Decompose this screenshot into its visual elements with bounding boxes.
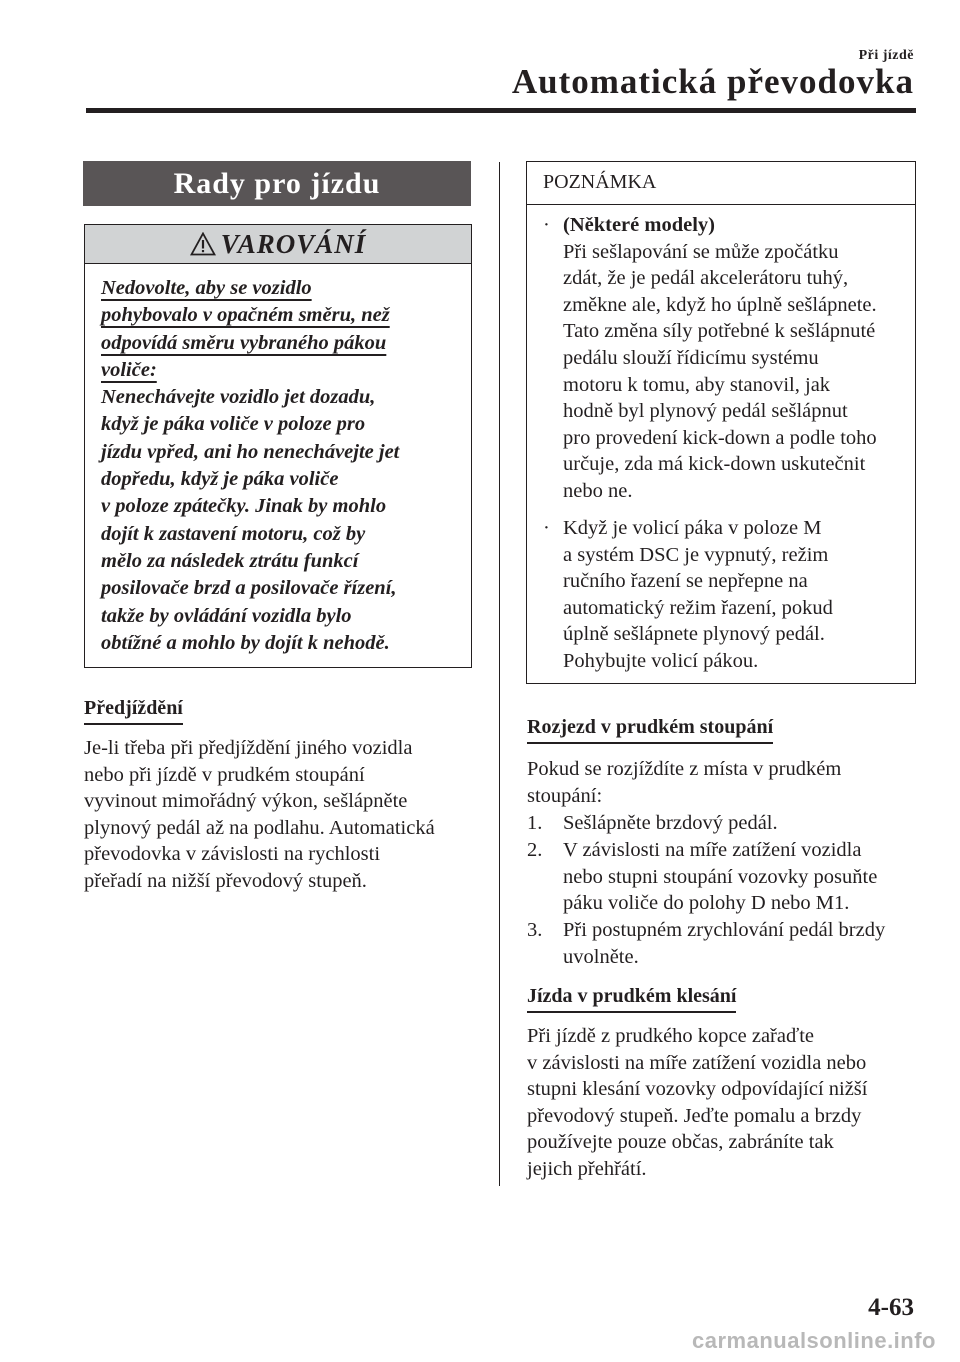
warning-triangle-icon: [190, 232, 216, 256]
warning-text: [101, 275, 461, 657]
warning-line: dopředu, když je páka voliče: [101, 468, 339, 491]
warning-line: odpovídá směru vybraného pákou: [101, 331, 387, 354]
downhill-section: [527, 985, 736, 1007]
downhill-paragraph: [527, 1023, 927, 1183]
text-line: stupni klesání vozovky odpovídající nižší: [527, 1078, 868, 1101]
watermark: carmanualsonline.info: [692, 1328, 936, 1353]
text-line: motoru k tomu, aby stanovil, jak: [563, 373, 831, 396]
text-line: nebo při jízdě v prudkém stoupání: [84, 763, 365, 786]
list-number: 1.: [527, 812, 543, 834]
text-line: určuje, zda má kick-down uskutečnit: [563, 453, 866, 476]
text-line: (Některé modely): [563, 214, 715, 236]
text-line: nebo stupni stoupání vozovky posuňte: [563, 865, 878, 888]
chapter-label: Při jízdě: [858, 48, 914, 63]
note-box: [526, 161, 916, 684]
bullet: ·: [543, 517, 550, 539]
text-line: převodový stupeň. Jeďte pomalu a brzdy: [527, 1104, 862, 1127]
warning-box: [84, 224, 472, 668]
note-item: [543, 212, 909, 505]
text-line: nebo ne.: [563, 479, 633, 502]
warning-line: voliče:: [101, 358, 157, 381]
text-line: úplně sešlápnete plynový pedál.: [563, 623, 825, 646]
warning-line: mělo za následek ztrátu funkcí: [101, 549, 359, 572]
warning-line: takže by ovládání vozidla bylo: [101, 604, 352, 627]
warning-line: dojít k zastavení motoru, což by: [101, 522, 366, 545]
text-line: jejich přehřátí.: [527, 1157, 647, 1180]
overtaking-paragraph: [84, 735, 484, 895]
text-line: hodně byl plynový pedál sešlápnut: [563, 400, 848, 423]
list-item: [527, 917, 927, 970]
list-item: [527, 810, 927, 837]
warning-line: obtížné a mohlo by dojít k nehodě.: [101, 631, 390, 654]
section-title: Rady pro jízdu: [83, 161, 471, 206]
text-line: pro provedení kick-down a podle toho: [563, 426, 877, 449]
text-line: Při postupném zrychlování pedál brzdy: [563, 919, 886, 941]
text-line: Při jízdě z prudkého kopce zařaďte: [527, 1025, 815, 1047]
text-line: Sešlápněte brzdový pedál.: [563, 812, 778, 834]
text-line: plynový pedál až na podlahu. Automatická: [84, 816, 435, 839]
note-item: [543, 515, 909, 675]
text-line: Je-li třeba při předjíždění jiného vozidla: [84, 737, 413, 759]
list-item: [527, 837, 927, 917]
overtaking-heading: Předjíždění: [84, 697, 183, 725]
text-line: stoupání:: [527, 784, 603, 807]
hill-start-section: [527, 716, 773, 738]
hill-start-heading: Rozjezd v prudkém stoupání: [527, 716, 773, 744]
text-line: V závislosti na míře zatížení vozidla: [563, 839, 862, 861]
text-line: pedálu slouží řídicímu systému: [563, 346, 819, 369]
header-rule: [86, 108, 916, 113]
page-number: 4-63: [868, 1294, 914, 1321]
warning-label: VAROVÁNÍ: [220, 228, 367, 259]
text-line: Pokud se rozjíždíte z místa v prudkém: [527, 758, 842, 780]
text-line: přeřadí na nižší převodový stupeň.: [84, 869, 367, 892]
note-header: [527, 162, 915, 205]
warning-line: v poloze zpátečky. Jinak by mohlo: [101, 495, 387, 518]
text-line: v závislosti na míře zatížení vozidla nebo: [527, 1051, 867, 1074]
text-line: a systém DSC je vypnutý, režim: [563, 543, 829, 566]
warning-header: [85, 225, 471, 264]
warning-line: jízdu vpřed, ani ho nenechávejte jet: [101, 440, 400, 463]
warning-line: posilovače brzd a posilovače řízení,: [101, 577, 397, 600]
warning-line: když je páka voliče v poloze pro: [101, 413, 366, 436]
text-line: Když je volicí páka v poloze M: [563, 517, 822, 539]
page-title: Automatická převodovka: [511, 62, 914, 101]
text-line: vyvinout mimořádný výkon, sešlápněte: [84, 790, 408, 813]
text-line: zdát, že je pedál akcelerátoru tuhý,: [563, 267, 849, 290]
text-line: převodovka v závislosti na rychlosti: [84, 843, 381, 866]
column-divider: [499, 162, 500, 1186]
list-number: 3.: [527, 919, 543, 941]
note-label: POZNÁMKA: [543, 171, 657, 193]
text-line: Tato změna síly potřebné k sešlápnuté: [563, 320, 876, 343]
warning-line: Nenechávejte vozidlo jet dozadu,: [101, 386, 376, 409]
warning-line: pohybovalo v opačném směru, než: [101, 304, 390, 327]
overtaking-section: [84, 697, 183, 719]
text-line: ručního řazení se nepřepne na: [563, 570, 808, 593]
text-line: změkne ale, když ho úplně sešlápnete.: [563, 293, 877, 316]
hill-start-intro: [527, 756, 927, 809]
text-line: páku voliče do polohy D nebo M1.: [563, 892, 850, 915]
text-line: Pohybujte volicí pákou.: [563, 649, 759, 672]
downhill-heading: Jízda v prudkém klesání: [527, 985, 736, 1013]
text-line: používejte pouze občas, zabráníte tak: [527, 1131, 834, 1154]
list-number: 2.: [527, 839, 543, 861]
text-line: Při sešlapování se může zpočátku: [563, 240, 839, 263]
text-line: uvolněte.: [563, 945, 639, 968]
bullet: ·: [543, 214, 550, 236]
warning-line: Nedovolte, aby se vozidlo: [101, 277, 312, 299]
text-line: automatický režim řazení, pokud: [563, 596, 833, 619]
